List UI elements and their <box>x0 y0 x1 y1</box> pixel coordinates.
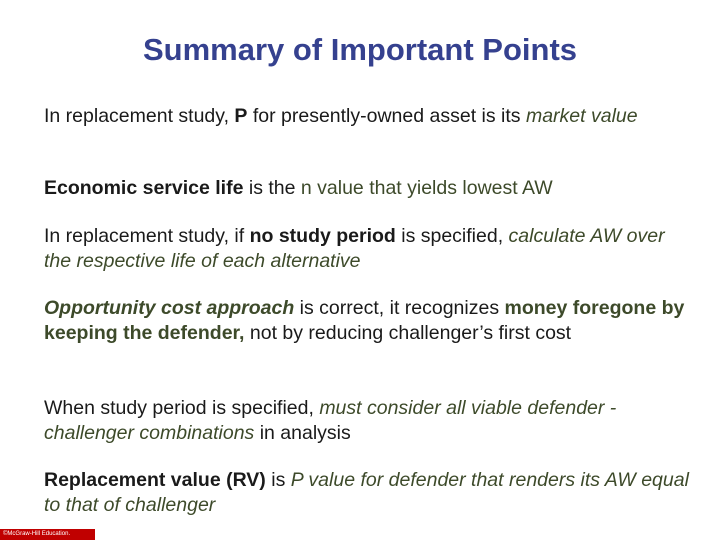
point-text-run: is correct, it recognizes <box>294 297 505 319</box>
point-text-run: market value <box>525 105 638 127</box>
point-text-run: In replacement study, if <box>44 225 250 247</box>
point-text-run: is <box>265 469 291 491</box>
point-text-run: is the <box>243 177 301 199</box>
point-no-study-period <box>44 224 694 274</box>
point-study-period-specified <box>44 396 694 446</box>
copyright-footer: ©McGraw-Hill Education. <box>0 529 95 540</box>
slide-title: Summary of Important Points <box>142 32 578 67</box>
point-text-run: Economic service life <box>44 177 244 199</box>
point-text-run: P <box>234 105 248 127</box>
point-text-run: Replacement value (RV) <box>44 469 266 491</box>
point-text-run: money foregone by keeping the defender, <box>44 297 685 344</box>
point-text-run: P value for defender that renders its AW equal to that of challenger <box>44 469 689 516</box>
point-economic-service-life <box>44 176 694 201</box>
point-text-run: not by reducing challenger’s first cost <box>244 322 572 344</box>
point-text-run: for presently-owned asset is its <box>247 105 526 127</box>
point-replacement-value <box>44 468 694 518</box>
point-text-run: in analysis <box>254 422 351 444</box>
point-text-run: n value that yields lowest AW <box>300 177 553 199</box>
point-text-run: Opportunity cost approach <box>44 297 295 319</box>
point-text-run: When study period is specified, <box>44 397 320 419</box>
point-market-value <box>44 104 694 129</box>
point-text-run: no study period <box>249 225 396 247</box>
point-text-run: must consider all viable defender -challenger combinations <box>44 397 617 444</box>
point-text-run: In replacement study, <box>44 105 235 127</box>
point-opportunity-cost <box>44 296 694 346</box>
point-text-run: calculate AW over the respective life of each alternative <box>44 225 665 272</box>
point-text-run: is specified, <box>395 225 509 247</box>
